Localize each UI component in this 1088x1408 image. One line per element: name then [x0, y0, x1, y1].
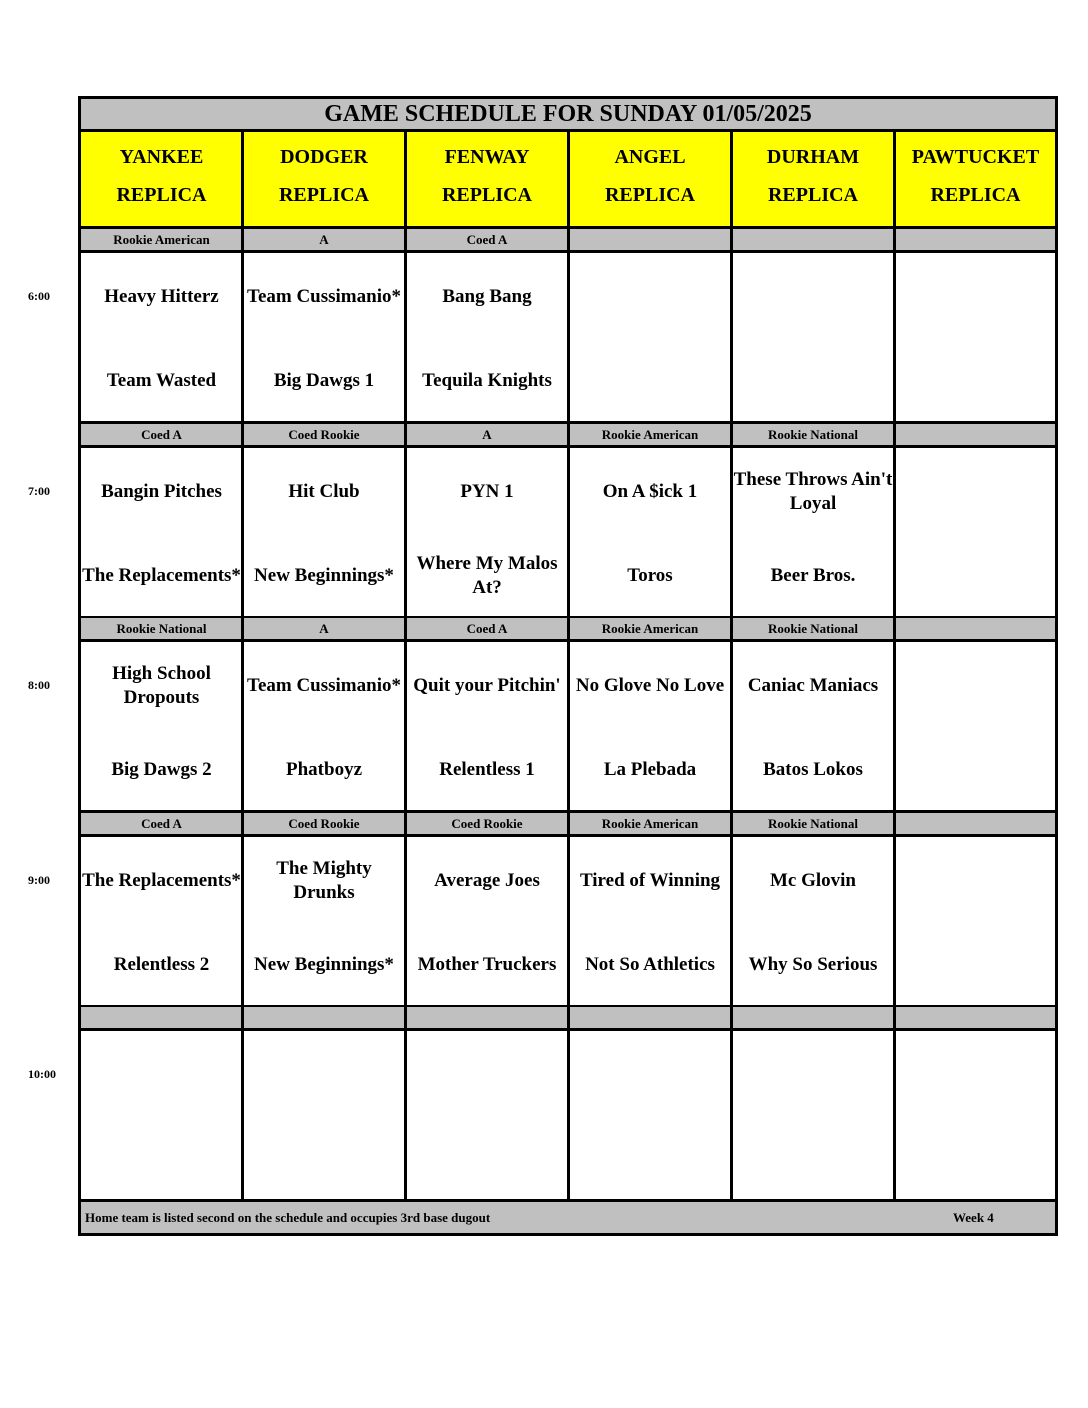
home-team: Relentless 1	[439, 759, 535, 780]
away-team	[896, 658, 1055, 714]
game-cell	[81, 448, 242, 619]
home-team	[244, 1131, 404, 1187]
home-team	[896, 742, 1055, 798]
home-team: La Plebada	[603, 759, 697, 780]
field-name: YANKEE	[119, 146, 204, 168]
game-cell	[570, 1031, 730, 1202]
division-label: Coed Rookie	[407, 813, 567, 837]
field-header	[244, 132, 404, 229]
home-team: Batos Lokos	[763, 759, 863, 780]
away-team	[896, 269, 1055, 325]
field-subtitle: REPLICA	[604, 184, 695, 206]
home-team: Big Dawgs 1	[273, 370, 375, 391]
away-team: Caniac Maniacs	[747, 675, 879, 696]
division-label: Rookie American	[570, 813, 730, 837]
home-team	[896, 1131, 1055, 1187]
field-name: DURHAM	[766, 146, 860, 168]
away-team	[733, 1047, 893, 1103]
away-team: Bangin Pitches	[101, 481, 222, 502]
away-team	[896, 464, 1055, 520]
game-cell	[570, 642, 730, 813]
division-label	[896, 424, 1055, 448]
game-cell	[407, 1031, 567, 1202]
home-team: Mother Truckers	[417, 954, 557, 975]
division-label	[733, 229, 893, 253]
home-team	[733, 353, 893, 409]
division-label: Coed A	[407, 229, 567, 253]
home-team: New Beginnings*	[254, 565, 394, 586]
game-cell	[81, 642, 242, 813]
schedule-table	[78, 96, 1058, 1236]
division-label: Rookie National	[733, 618, 893, 642]
game-cell	[81, 253, 242, 424]
field-header	[733, 132, 893, 229]
game-cell	[896, 837, 1055, 1008]
home-team: Toros	[627, 565, 673, 586]
time-label: 7:00	[28, 484, 50, 498]
game-cell	[81, 837, 242, 1008]
division-label	[896, 1007, 1055, 1031]
division-label	[570, 229, 730, 253]
home-team: Team Wasted	[106, 370, 217, 391]
division-label: Rookie American	[570, 424, 730, 448]
home-team	[570, 353, 730, 409]
division-label	[896, 229, 1055, 253]
away-team	[570, 1047, 730, 1103]
away-team	[896, 853, 1055, 909]
division-label: Rookie National	[733, 424, 893, 448]
time-label: 10:00	[28, 1067, 56, 1081]
column-divider	[404, 132, 407, 1202]
time-label: 8:00	[28, 678, 50, 692]
game-cell	[244, 642, 404, 813]
time-label: 9:00	[28, 873, 50, 887]
game-cell	[896, 253, 1055, 424]
field-name: DODGER	[280, 146, 368, 168]
home-team: Where My Malos At?	[416, 553, 558, 598]
home-team: Big Dawgs 2	[111, 759, 212, 780]
away-team	[81, 1047, 242, 1103]
game-cell	[81, 1031, 242, 1202]
footer-note: Home team is listed second on the schedule and occupies 3rd base dugout	[85, 1210, 491, 1225]
field-header	[81, 132, 242, 229]
division-label	[244, 1007, 404, 1031]
away-team	[407, 1047, 567, 1103]
column-divider	[730, 132, 733, 1202]
field-subtitle: REPLICA	[278, 184, 369, 206]
away-team: PYN 1	[460, 481, 514, 502]
game-cell	[407, 253, 567, 424]
home-team: Phatboyz	[286, 759, 362, 780]
column-divider	[567, 132, 570, 1202]
away-team: These Throws Ain't Loyal	[733, 469, 893, 514]
schedule-title: GAME SCHEDULE FOR SUNDAY 01/05/2025	[81, 99, 1055, 132]
week-label: Week 4	[953, 1210, 994, 1225]
column-divider	[893, 132, 896, 1202]
field-name: PAWTUCKET	[911, 146, 1040, 168]
home-team	[733, 1131, 893, 1187]
game-cell	[733, 448, 893, 619]
division-label	[81, 1007, 242, 1031]
game-cell	[407, 837, 567, 1008]
division-label: A	[407, 424, 567, 448]
game-cell	[244, 448, 404, 619]
home-team	[570, 1131, 730, 1187]
game-cell	[896, 1031, 1055, 1202]
field-name: ANGEL	[614, 146, 686, 168]
away-team: High School Dropouts	[112, 663, 211, 708]
division-label	[570, 1007, 730, 1031]
game-cell	[733, 837, 893, 1008]
home-team	[896, 937, 1055, 993]
away-team: The Mighty Drunks	[276, 858, 372, 903]
game-cell	[733, 253, 893, 424]
division-label	[407, 1007, 567, 1031]
away-team: No Glove No Love	[575, 675, 725, 696]
away-team: Heavy Hitterz	[104, 286, 219, 307]
game-cell	[570, 448, 730, 619]
division-label: Coed A	[81, 424, 242, 448]
away-team: Hit Club	[288, 481, 360, 502]
away-team: On A $ick 1	[602, 481, 698, 502]
home-team: Why So Serious	[748, 954, 878, 975]
away-team: Bang Bang	[442, 286, 532, 307]
home-team	[896, 353, 1055, 409]
home-team: The Replacements*	[82, 565, 241, 586]
field-subtitle: REPLICA	[930, 184, 1021, 206]
game-cell	[733, 1031, 893, 1202]
away-team: Team Cussimanio*	[247, 286, 401, 307]
game-cell	[896, 448, 1055, 619]
field-subtitle: REPLICA	[116, 184, 207, 206]
home-team: Beer Bros.	[770, 565, 856, 586]
division-label: A	[244, 618, 404, 642]
division-label: Coed Rookie	[244, 813, 404, 837]
game-cell	[896, 642, 1055, 813]
away-team: Average Joes	[434, 870, 540, 891]
column-divider	[241, 132, 244, 1202]
schedule-footer	[81, 1202, 1055, 1233]
home-team: Relentless 2	[113, 954, 210, 975]
game-cell	[244, 253, 404, 424]
away-team	[733, 269, 893, 325]
field-subtitle: REPLICA	[767, 184, 858, 206]
field-header	[407, 132, 567, 229]
home-team: Tequila Knights	[422, 370, 552, 391]
game-cell	[244, 837, 404, 1008]
division-label: Rookie American	[81, 229, 242, 253]
home-team: Not So Athletics	[585, 954, 715, 975]
away-team: Mc Glovin	[769, 870, 857, 891]
division-label: Rookie National	[733, 813, 893, 837]
away-team: Team Cussimanio*	[247, 675, 401, 696]
field-name: FENWAY	[444, 146, 530, 168]
division-label	[896, 618, 1055, 642]
field-header	[896, 132, 1055, 229]
time-label: 6:00	[28, 289, 50, 303]
game-cell	[570, 253, 730, 424]
division-label	[733, 1007, 893, 1031]
division-label: Coed A	[81, 813, 242, 837]
division-label: Rookie National	[81, 618, 242, 642]
away-team: Tired of Winning	[579, 870, 721, 891]
game-cell	[407, 448, 567, 619]
game-cell	[570, 837, 730, 1008]
division-label: A	[244, 229, 404, 253]
division-label: Rookie American	[570, 618, 730, 642]
away-team: Quit your Pitchin'	[413, 675, 561, 696]
division-label: Coed Rookie	[244, 424, 404, 448]
home-team	[407, 1131, 567, 1187]
game-cell	[407, 642, 567, 813]
home-team: New Beginnings*	[254, 954, 394, 975]
game-cell	[733, 642, 893, 813]
field-header	[570, 132, 730, 229]
home-team	[896, 548, 1055, 604]
game-cell	[244, 1031, 404, 1202]
away-team: The Replacements*	[82, 870, 241, 891]
away-team	[570, 269, 730, 325]
away-team	[244, 1047, 404, 1103]
away-team	[896, 1047, 1055, 1103]
division-label	[896, 813, 1055, 837]
division-label: Coed A	[407, 618, 567, 642]
field-subtitle: REPLICA	[441, 184, 532, 206]
home-team	[81, 1131, 242, 1187]
